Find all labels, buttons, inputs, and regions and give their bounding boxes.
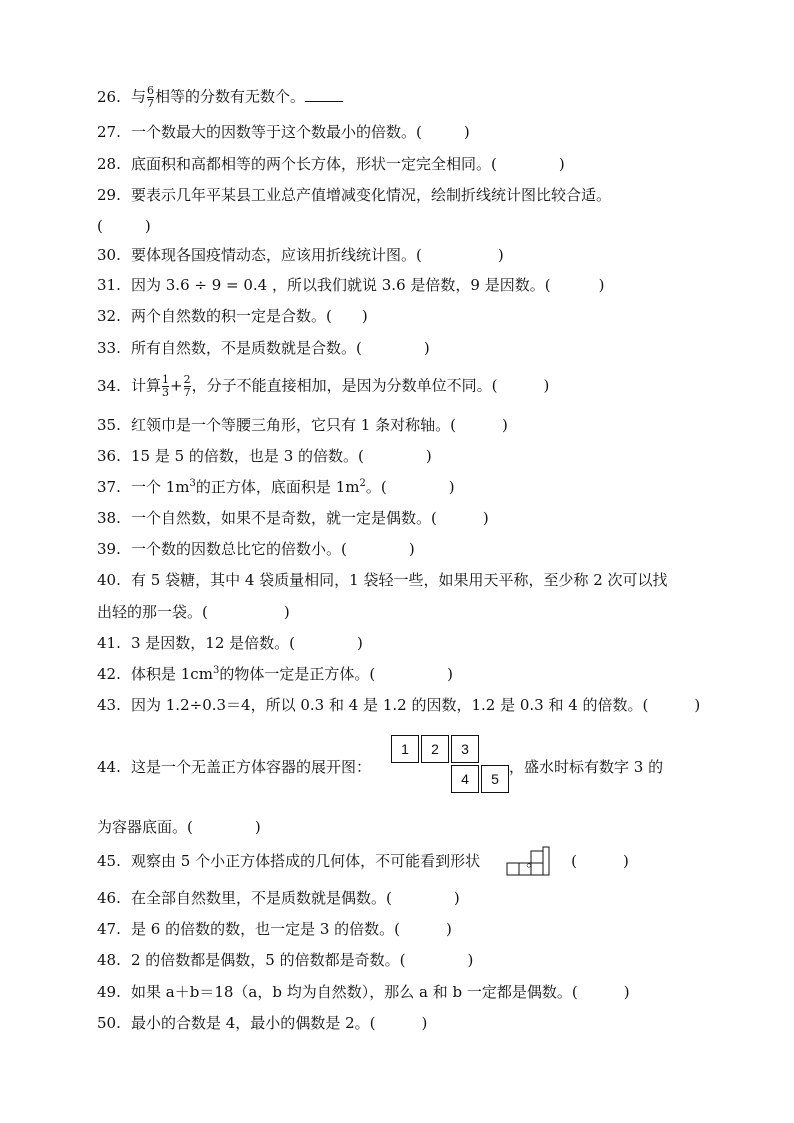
question-number: 26. <box>97 87 121 106</box>
fraction: $\frac{1}{3}$ <box>162 373 170 399</box>
question-46: 46. 在全部自然数里，不是质数就是偶数。( ) <box>97 889 460 907</box>
block-shape-icon <box>506 845 552 877</box>
question-34: 34. 计算 $\frac{1}{3}$ + $\frac{2}{7}$ ，分子不能直接相加，是因为分数单位不同。( ) <box>97 373 550 399</box>
net-cell-1: 1 <box>391 735 419 763</box>
question-38: 38. 一个自然数，如果不是奇数，就一定是偶数。( ) <box>97 509 489 527</box>
question-44-line2: 为容器底面。( ) <box>97 818 261 836</box>
question-39: 39. 一个数的因数总比它的倍数小。( ) <box>97 540 415 558</box>
question-29-line2: ( ) <box>97 217 151 235</box>
question-31: 31. 因为 3.6 ÷ 9 = 0.4 ，所以我们就说 3.6 是倍数，9 是因数。( ) <box>97 276 605 294</box>
question-50: 50. 最小的合数是 4，最小的偶数是 2。( ) <box>97 1014 428 1032</box>
net-cell-4: 4 <box>451 765 479 793</box>
question-43: 43. 因为 1.2÷0.3＝4，所以 0.3 和 4 是 1.2 的因数，1.2 是 0.3 和 4 的倍数。( ) <box>97 696 701 714</box>
net-cell-2: 2 <box>421 735 449 763</box>
question-29: 29. 要表示几年平某县工业总产值增减变化情况，绘制折线统计图比较合适。 <box>97 186 612 204</box>
fraction: $\frac{6}{7}$ <box>147 84 155 110</box>
question-27: 27. 一个数最大的因数等于这个数最小的倍数。( ) <box>97 123 470 141</box>
question-30: 30. 要体现各国疫情动态，应该用折线统计图。( ) <box>97 246 504 264</box>
question-40-line2: 出轻的那一袋。( ) <box>97 603 290 621</box>
question-41: 41. 3 是因数，12 是倍数。( ) <box>97 634 363 652</box>
cube-net-figure <box>391 735 511 793</box>
net-cell-3: 3 <box>451 735 479 763</box>
question-49: 49. 如果 a＋b＝18（a，b 均为自然数），那么 a 和 b 一定都是偶数。( ) <box>97 983 630 1001</box>
question-44: 44. 这是一个无盖正方体容器的展开图： ，盛水时标有数字 3 的 <box>97 758 664 776</box>
question-37: 37. 一个 $1m^3$的正方体，底面积是 $1m^2$。( ) <box>97 478 455 496</box>
net-cell-5: 5 <box>481 765 509 793</box>
fraction: $\frac{2}{7}$ <box>183 373 191 399</box>
question-36: 36. 15 是 5 的倍数，也是 3 的倍数。( ) <box>97 447 432 465</box>
question-32: 32. 两个自然数的积一定是合数。( ) <box>97 307 368 325</box>
answer-blank[interactable] <box>305 87 343 102</box>
question-28: 28. 底面积和高都相等的两个长方体，形状一定完全相同。( ) <box>97 155 565 173</box>
question-33: 33. 所有自然数，不是质数就是合数。( ) <box>97 339 430 357</box>
question-47: 47. 是 6 的倍数的数，也一定是 3 的倍数。( ) <box>97 920 452 938</box>
question-48: 48. 2 的倍数都是偶数，5 的倍数都是奇数。( ) <box>97 951 474 969</box>
question-42: 42. 体积是 $1cm^3$的物体一定是正方体。( ) <box>97 665 454 683</box>
question-45: 45. 观察由 5 个小正方体搭成的几何体，不可能看到形状 。 ( ) <box>97 852 629 870</box>
question-40: 40. 有 5 袋糖，其中 4 袋质量相同，1 袋轻一些，如果用天平称，至少称 2 次可以找 <box>97 571 668 589</box>
question-35: 35. 红领巾是一个等腰三角形，它只有 1 条对称轴。( ) <box>97 416 508 434</box>
question-26: 26. 与 $\frac{6}{7}$ 相等的分数有无数个。 <box>97 85 343 110</box>
